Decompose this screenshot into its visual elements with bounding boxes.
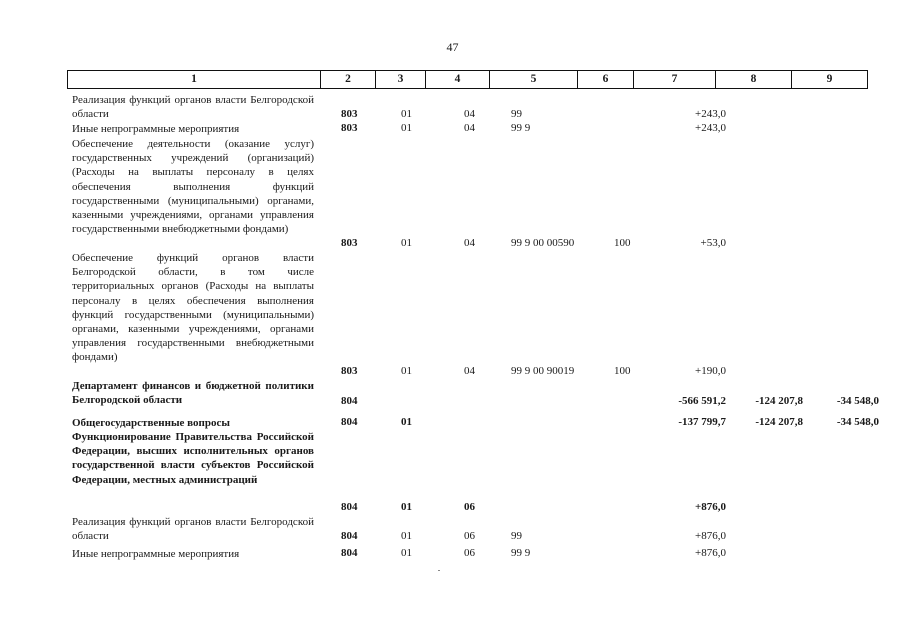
row-description: Департамент финансов и бюджетной политики Белгородской области (72, 380, 314, 407)
cell-c9: -34 548,0 (836, 416, 879, 428)
row-description: Общегосударственные вопросы (72, 417, 230, 429)
header-col-3: 3 (376, 71, 426, 88)
row-description: Обеспечение деятельности (оказание услуг) государственных учреждений (организаций) (Расходы на выплаты персоналу в целях обеспечения выполнения функций государственными (муниципальными) органами, казенными учреждениями, органами управления государственными внебюджетными фондами) (72, 138, 314, 236)
row-description: Иные непрограммные мероприятия (72, 123, 240, 135)
table-header (67, 70, 868, 89)
cell-c2: 803 (341, 122, 358, 134)
header-col-7: 7 (634, 71, 716, 88)
cell-c3: 01 (401, 416, 412, 428)
cell-c4: 06 (464, 530, 475, 542)
cell-c4: 06 (464, 501, 475, 513)
page-number: 47 (446, 40, 459, 54)
cell-c5: 99 9 (511, 122, 531, 134)
cell-c3: 01 (401, 530, 412, 542)
cell-c5: 99 9 (511, 547, 531, 559)
cell-c4: 04 (464, 108, 475, 120)
cell-c7: -137 799,7 (678, 416, 726, 428)
cell-c2: 804 (341, 530, 358, 542)
cell-c3: 01 (401, 122, 412, 134)
scan-speck (438, 570, 440, 571)
cell-c4: 04 (464, 237, 475, 249)
cell-c2: 804 (341, 501, 358, 513)
cell-c3: 01 (401, 365, 412, 377)
header-col-5: 5 (490, 71, 578, 88)
cell-c2: 803 (341, 237, 358, 249)
cell-c2: 803 (341, 365, 358, 377)
header-col-9: 9 (826, 73, 833, 85)
cell-c2: 803 (341, 108, 358, 120)
header-col-8: 8 (716, 71, 792, 88)
cell-c2: 804 (341, 395, 358, 407)
cell-c2: 804 (341, 416, 358, 428)
cell-c8: -124 207,8 (755, 395, 803, 407)
cell-c6: 100 (614, 365, 631, 377)
header-col-1: 1 (68, 71, 321, 88)
cell-c5: 99 9 00 90019 (511, 365, 575, 377)
cell-c5: 99 9 00 00590 (511, 237, 575, 249)
cell-c5: 99 (511, 530, 522, 542)
cell-c7: +190,0 (695, 365, 726, 377)
cell-c7: +876,0 (695, 530, 726, 542)
row-description: Реализация функций органов власти Белгородской области (72, 516, 314, 543)
row-description: Функционирование Правительства Российской Федерации, высших исполнительных органов государственной власти субъектов Российской Федерации, местных администраций (72, 431, 314, 486)
header-col-6: 6 (578, 71, 634, 88)
cell-c4: 04 (464, 122, 475, 134)
row-description: Иные непрограммные мероприятия (72, 548, 240, 560)
row-description: Обеспечение функций органов власти Белгородской области, в том числе территориальных органов (Расходы на выплаты персоналу в целях обеспечения выполнения функций государственными (муниципальными) органами, казенными учреждениями, органами управления государственными внебюджетными фондами) (72, 252, 314, 364)
cell-c2: 804 (341, 547, 358, 559)
cell-c7: +243,0 (695, 122, 726, 134)
cell-c7: +243,0 (695, 108, 726, 120)
cell-c7: +876,0 (694, 501, 726, 513)
cell-c6: 100 (614, 237, 631, 249)
cell-c7: -566 591,2 (678, 395, 726, 407)
row-description: Реализация функций органов власти Белгородской области (72, 94, 314, 121)
cell-c3: 01 (401, 108, 412, 120)
cell-c5: 99 (511, 108, 522, 120)
cell-c9: -34 548,0 (836, 395, 879, 407)
cell-c3: 01 (401, 501, 412, 513)
cell-c7: +53,0 (700, 237, 726, 249)
cell-c3: 01 (401, 547, 412, 559)
cell-c7: +876,0 (695, 547, 726, 559)
cell-c4: 06 (464, 547, 475, 559)
header-col-4: 4 (426, 71, 490, 88)
cell-c8: -124 207,8 (755, 416, 803, 428)
header-col-2: 2 (321, 71, 376, 88)
cell-c3: 01 (401, 237, 412, 249)
cell-c4: 04 (464, 365, 475, 377)
